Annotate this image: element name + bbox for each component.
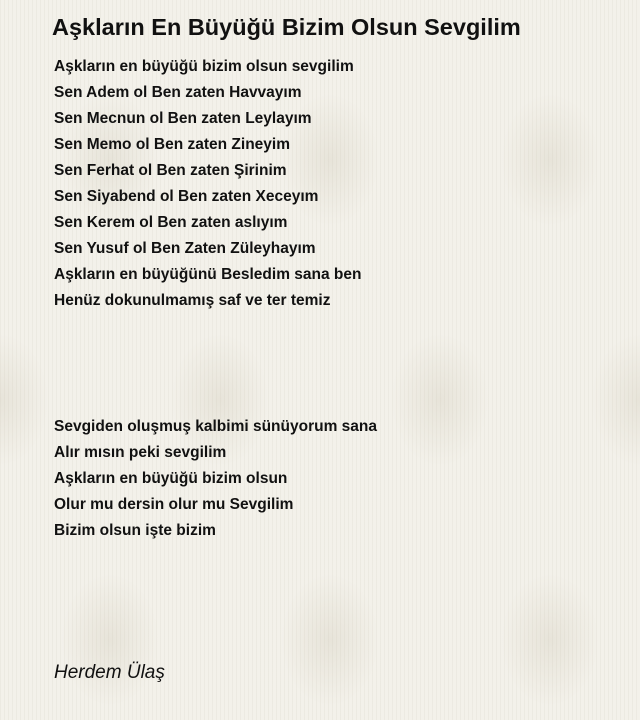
poem-line: Sen Kerem ol Ben zaten aslıyım [54, 214, 288, 231]
poem-title: Aşkların En Büyüğü Bizim Olsun Sevgilim [52, 14, 521, 40]
poem-line: Henüz dokunulmamış saf ve ter temiz [54, 292, 331, 309]
poem-line: Sen Ferhat ol Ben zaten Şirinim [54, 162, 287, 179]
poem-line: Sen Memo ol Ben zaten Zineyim [54, 136, 290, 153]
poem-line: Aşkların en büyüğünü Besledim sana ben [54, 266, 362, 283]
poem-line: Aşkların en büyüğü bizim olsun [54, 470, 288, 487]
poem-line: Sevgiden oluşmuş kalbimi sünüyorum sana [54, 418, 378, 435]
poem-line: Aşkların en büyüğü bizim olsun sevgilim [54, 58, 354, 75]
poem-line: Sen Siyabend ol Ben zaten Xeceyım [54, 188, 319, 205]
poem-line: Sen Mecnun ol Ben zaten Leylayım [54, 110, 312, 127]
poem-line: Sen Adem ol Ben zaten Havvayım [54, 84, 302, 101]
poem-line: Alır mısın peki sevgilim [54, 444, 227, 461]
author-name: Herdem Ülaş [54, 662, 165, 683]
stanza-2 [54, 414, 377, 544]
poem-line: Bizim olsun işte bizim [54, 522, 216, 539]
poem-line: Olur mu dersin olur mu Sevgilim [54, 496, 294, 513]
poem-line: Sen Yusuf ol Ben Zaten Züleyhayım [54, 240, 316, 257]
stanza-1 [54, 54, 362, 314]
